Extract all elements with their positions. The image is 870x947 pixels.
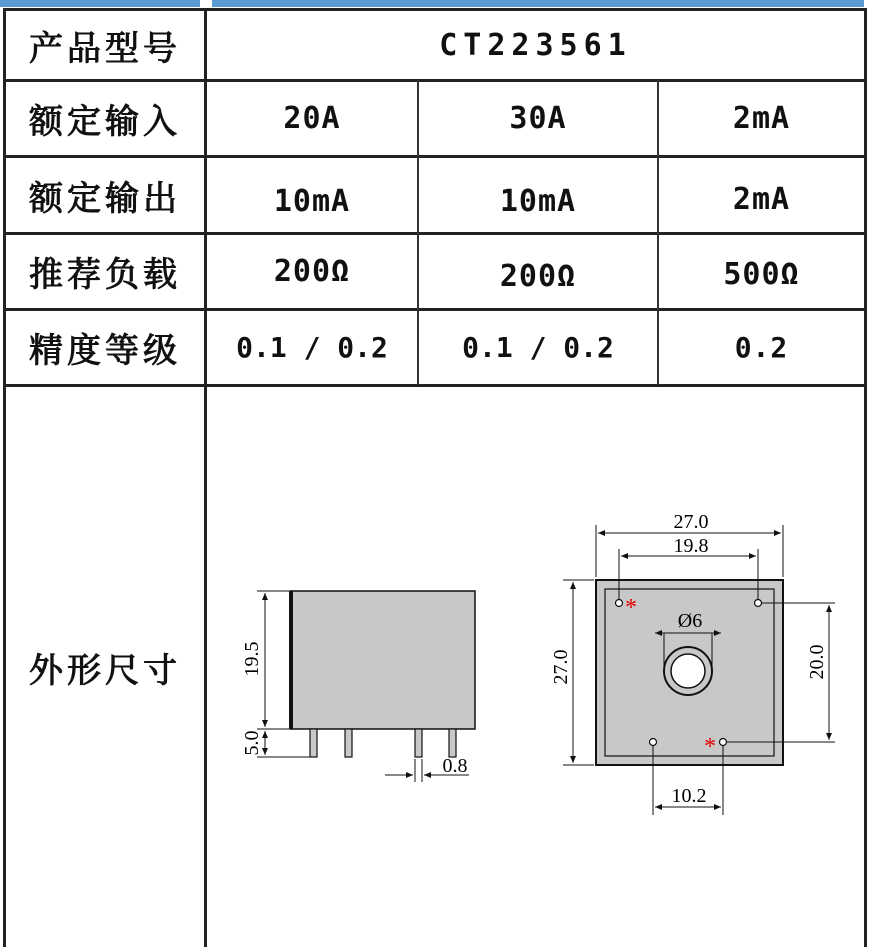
header-accent-left: [0, 0, 200, 7]
pin-hole: [755, 600, 762, 607]
row-label-accuracy-class: 精度等级: [29, 331, 181, 371]
rated-output-2: 10mA: [499, 183, 577, 219]
dim-height: 27.0: [550, 649, 572, 685]
polarity-marker: *: [704, 734, 716, 760]
center-hole-inner: [671, 654, 705, 688]
polarity-marker: *: [625, 595, 637, 621]
rated-input-1: 20A: [283, 101, 341, 136]
pin: [449, 729, 456, 757]
dim-pin-length: 5.0: [241, 730, 263, 756]
rated-input-3: 2mA: [732, 101, 791, 136]
rated-output-3: 2mA: [732, 181, 791, 217]
row-label-rated-output: 额定输出: [29, 178, 181, 219]
dim-pin-span: 19.8: [673, 535, 709, 557]
recommended-load-2: 200Ω: [499, 259, 577, 294]
accuracy-class-2: 0.1 / 0.2: [462, 331, 614, 364]
pin-hole: [720, 739, 727, 746]
side-view: [241, 591, 475, 782]
side-body: [291, 591, 475, 729]
rated-input-2: 30A: [509, 101, 567, 136]
pin-hole: [616, 600, 623, 607]
header-accent-right: [212, 0, 864, 7]
accuracy-class-1: 0.1 / 0.2: [236, 331, 388, 364]
row-label-dimensions: 外形尺寸: [29, 650, 181, 691]
pin-hole: [650, 739, 657, 746]
dimension-drawing: [207, 387, 867, 947]
pin: [345, 729, 352, 757]
top-view: [550, 511, 835, 815]
accuracy-class-3: 0.2: [734, 331, 789, 364]
row-label-recommended-load: 推荐负载: [29, 255, 181, 295]
row-label-rated-input: 额定输入: [29, 102, 181, 142]
pin: [310, 729, 317, 757]
dim-width: 27.0: [673, 511, 709, 533]
model-value: CT223561: [439, 27, 632, 63]
row-label-model: 产品型号: [29, 28, 181, 69]
rated-output-1: 10mA: [273, 183, 351, 219]
recommended-load-3: 500Ω: [723, 257, 800, 292]
dim-body-height: 19.5: [241, 641, 263, 677]
dim-hole-diameter: Ø6: [677, 610, 703, 632]
dim-pin-v-span: 20.0: [806, 644, 828, 680]
dim-pin-width: 0.8: [442, 755, 468, 777]
recommended-load-1: 200Ω: [273, 254, 351, 289]
dim-pin-h-span: 10.2: [671, 785, 707, 807]
pin: [415, 729, 422, 757]
